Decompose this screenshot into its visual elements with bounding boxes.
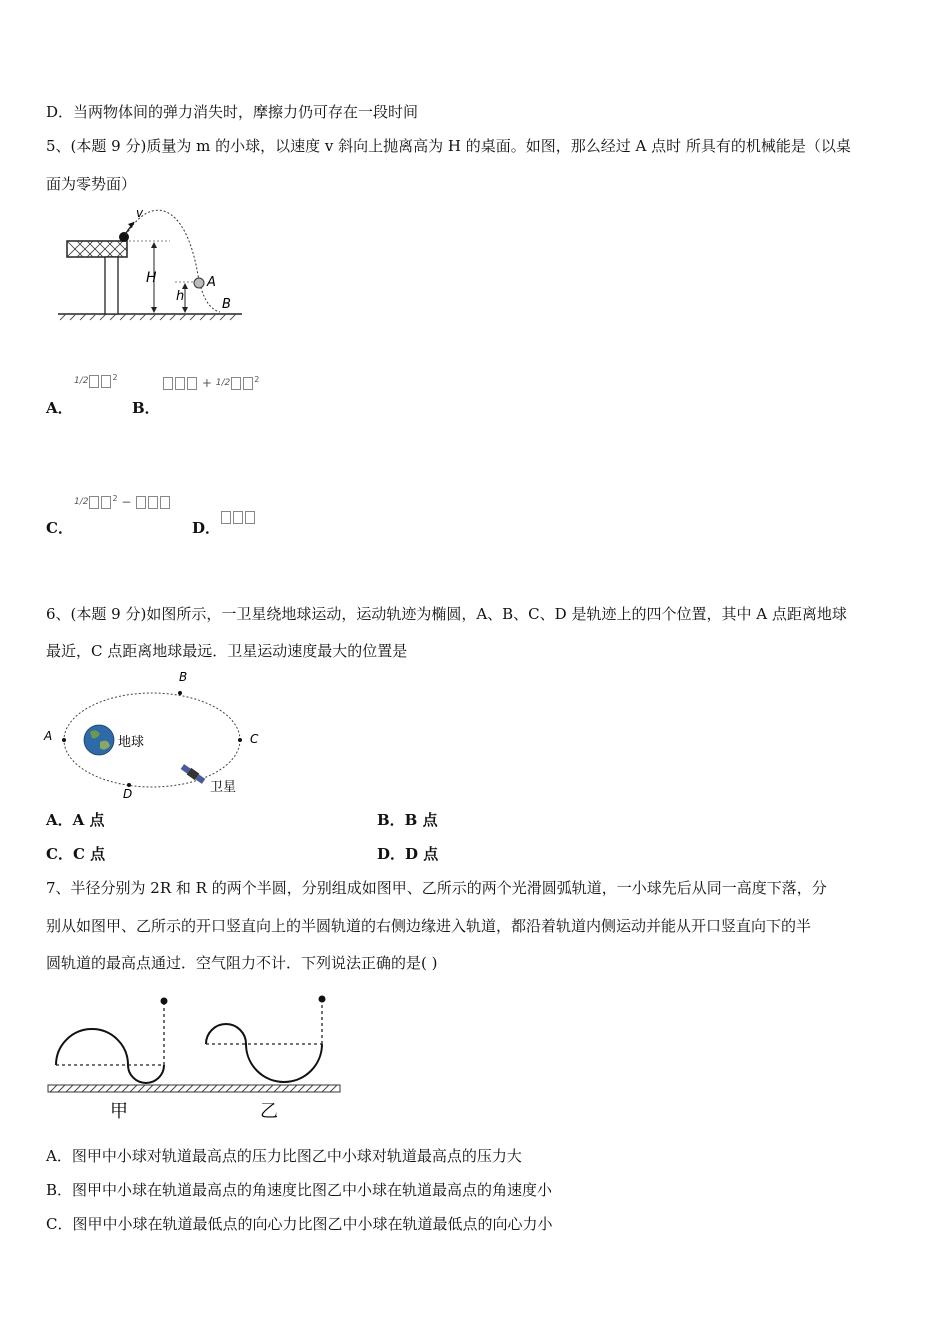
orbit-A-label: A — [44, 729, 53, 743]
satellite-label: 卫星 — [210, 780, 237, 795]
q7-figure-tracks — [44, 992, 354, 1132]
earth-label: 地球 — [118, 735, 145, 750]
q5-option-d-label: D． — [192, 519, 221, 537]
satellite-icon — [180, 763, 206, 784]
q7-option-a: A．图甲中小球对轨道最高点的压力比图乙中小球对轨道最高点的压力大 — [46, 1147, 522, 1165]
q6-option-a: A．A 点 — [46, 811, 105, 829]
q7-stem-line1: 7、半径分别为 2R 和 R 的两个半圆，分别组成如图甲、乙所示的两个光滑圆弧轨道，一小球先后从同一高度下落，分 — [46, 879, 827, 897]
q5-option-d-formula — [220, 510, 256, 524]
q4-option-d: D．当两物体间的弹力消失时，摩擦力仍可存在一段时间 — [46, 103, 419, 121]
q5-option-c-formula: 1/2 $^2$ − — [74, 494, 171, 509]
earth-icon — [84, 725, 114, 755]
orbit-D-label: D — [123, 787, 133, 800]
orbit-C-label: C — [250, 732, 259, 746]
q6-option-c: C．C 点 — [46, 845, 106, 863]
q5-stem-line1: 5、(本题 9 分)质量为 m 的小球，以速度 v 斜向上抛离高为 H 的桌面。如图，那么经过 A 点时 所具有的机械能是（以桌 — [46, 137, 851, 155]
q6-stem-line2: 最近，C 点距离地球最远．卫星运动速度最大的位置是 — [46, 642, 408, 660]
q5-option-c-label: C． — [46, 519, 73, 537]
fig-yi-label: 乙 — [260, 1101, 278, 1122]
H-label: H — [146, 270, 157, 286]
point-B-label: B — [222, 297, 231, 312]
q6-stem-line1: 6、(本题 9 分)如图所示，一卫星绕地球运动，运动轨迹为椭圆，A、B、C、D 是轨迹上的四个位置，其中 A 点距离地球 — [46, 605, 847, 623]
q7-stem-line3: 圆轨道的最高点通过．空气阻力不计．下列说法正确的是( ) — [46, 954, 438, 972]
q6-option-d: D．D 点 — [377, 845, 439, 863]
q5-option-a-formula: 1/2 $^2$ — [74, 373, 118, 386]
q6-figure-orbit — [38, 668, 278, 800]
q7-option-b: B．图甲中小球在轨道最高点的角速度比图乙中小球在轨道最高点的角速度小 — [46, 1181, 553, 1199]
q5-option-a-label: A． — [46, 399, 73, 417]
q5-stem-line2: 面为零势面） — [46, 175, 137, 193]
fig-jia-label: 甲 — [110, 1101, 128, 1122]
q5-option-b-formula: + 1/2 $^2$ — [162, 375, 259, 390]
velocity-label: v — [136, 206, 144, 220]
point-A-label: A — [207, 275, 216, 290]
orbit-B-label: B — [179, 670, 188, 684]
h-label: h — [176, 289, 185, 304]
q7-option-c: C．图甲中小球在轨道最低点的向心力比图乙中小球在轨道最低点的向心力小 — [46, 1215, 553, 1233]
q5-option-b-label: B． — [132, 399, 160, 417]
q7-stem-line2: 别从如图甲、乙所示的开口竖直向上的半圆轨道的右侧边缘进入轨道，都沿着轨道内侧运动并能从开口竖直向下的半 — [46, 917, 812, 935]
q5-figure-projectile — [50, 200, 250, 325]
q6-option-b: B．B 点 — [377, 811, 438, 829]
